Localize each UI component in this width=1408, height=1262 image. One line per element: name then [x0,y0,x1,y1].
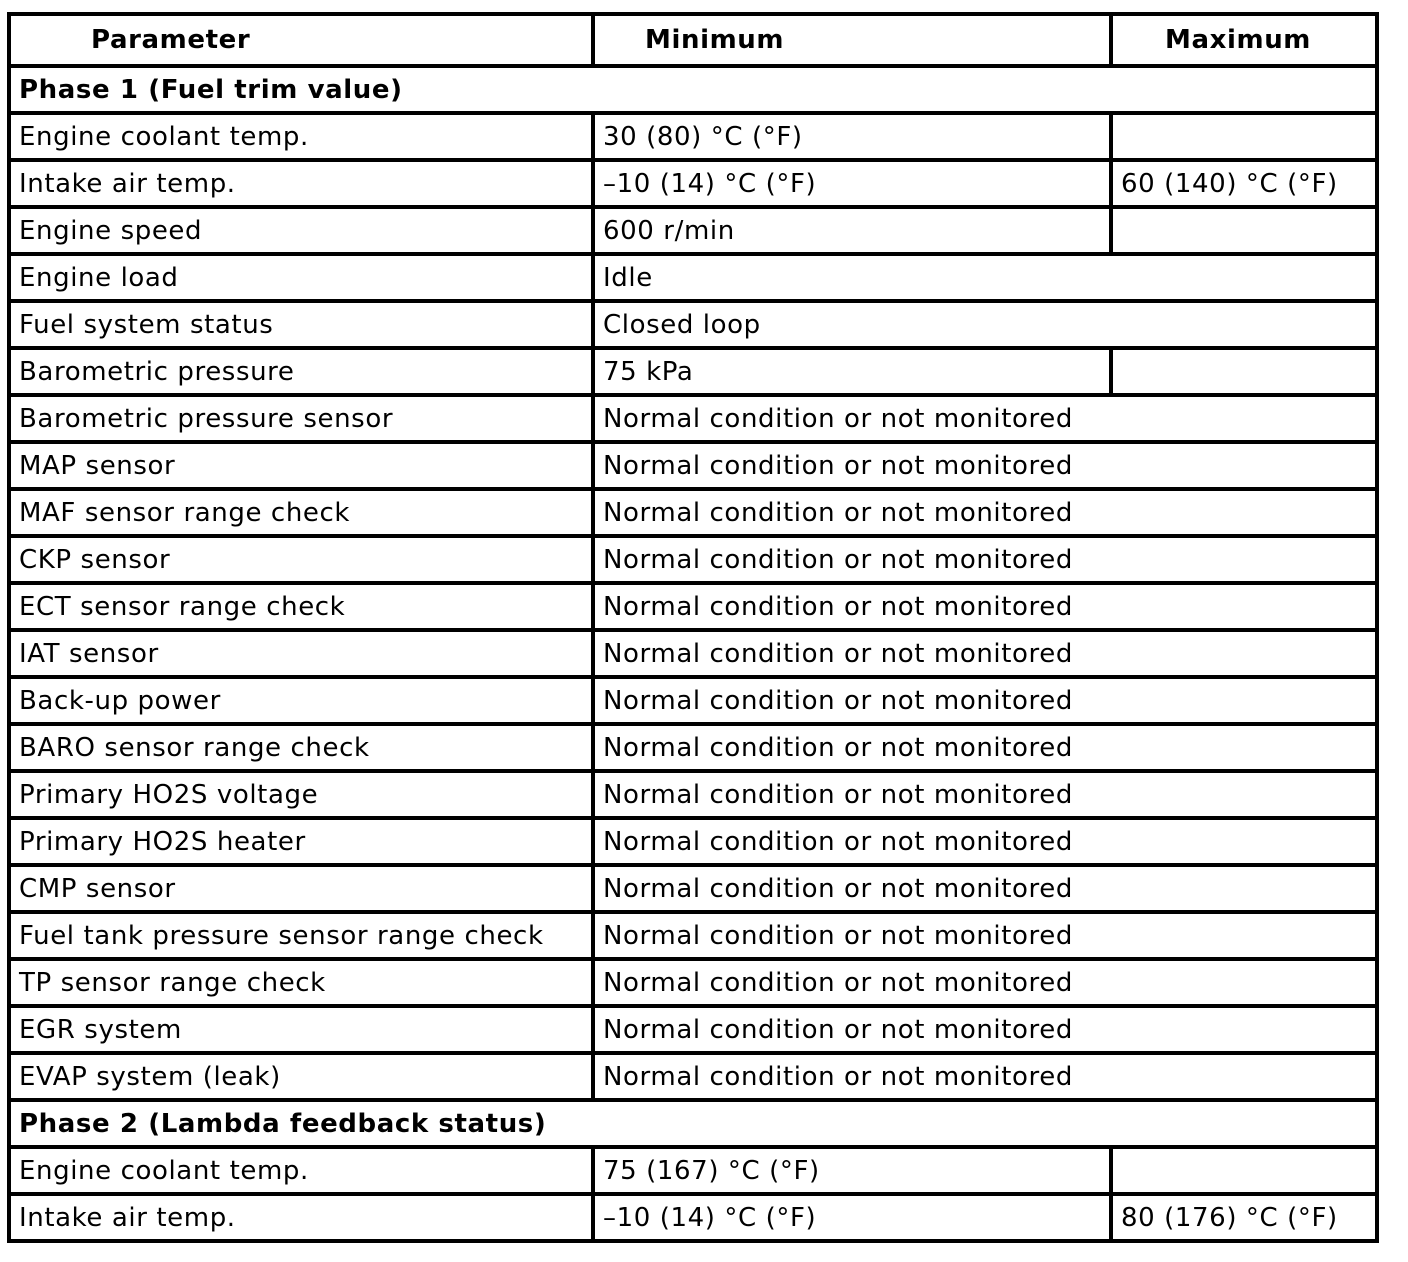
value-cell: Normal condition or not monitored [593,771,1377,818]
parameter-cell: Fuel tank pressure sensor range check [9,912,593,959]
table-row [9,865,1377,912]
value-cell: Normal condition or not monitored [593,395,1377,442]
minimum-cell: –10 (14) °C (°F) [593,160,1111,207]
table-row [9,254,1377,301]
value-cell: Normal condition or not monitored [593,630,1377,677]
phase2-header-row [9,1100,1377,1147]
maximum-cell [1111,207,1377,254]
header-maximum: Maximum [1111,14,1377,66]
phase1-title: Phase 1 (Fuel trim value) [9,66,1377,113]
table-row [9,1194,1377,1241]
table-row [9,160,1377,207]
parameter-cell: EGR system [9,1006,593,1053]
table-row [9,959,1377,1006]
value-cell: Normal condition or not monitored [593,1053,1377,1100]
header-parameter: Parameter [9,14,593,66]
value-cell: Normal condition or not monitored [593,536,1377,583]
parameter-cell: Engine coolant temp. [9,1147,593,1194]
table-row [9,771,1377,818]
table-row [9,1006,1377,1053]
minimum-cell: 75 (167) °C (°F) [593,1147,1111,1194]
minimum-cell: 75 kPa [593,348,1111,395]
table-row [9,442,1377,489]
table-row [9,583,1377,630]
phase1-header-row [9,66,1377,113]
parameter-cell: Intake air temp. [9,1194,593,1241]
parameter-cell: Fuel system status [9,301,593,348]
table-row [9,724,1377,771]
table-row [9,207,1377,254]
value-cell: Closed loop [593,301,1377,348]
value-cell: Normal condition or not monitored [593,912,1377,959]
parameter-cell: Barometric pressure sensor [9,395,593,442]
parameter-cell: BARO sensor range check [9,724,593,771]
parameter-cell: Engine coolant temp. [9,113,593,160]
parameter-cell: Back-up power [9,677,593,724]
value-cell: Idle [593,254,1377,301]
parameter-cell: IAT sensor [9,630,593,677]
value-cell: Normal condition or not monitored [593,583,1377,630]
header-row [9,14,1377,66]
table-row [9,536,1377,583]
phase2-title: Phase 2 (Lambda feedback status) [9,1100,1377,1147]
maximum-cell [1111,348,1377,395]
parameter-cell: CMP sensor [9,865,593,912]
table-row [9,630,1377,677]
parameter-cell: CKP sensor [9,536,593,583]
header-minimum: Minimum [593,14,1111,66]
table-row [9,489,1377,536]
value-cell: Normal condition or not monitored [593,442,1377,489]
parameter-cell: ECT sensor range check [9,583,593,630]
value-cell: Normal condition or not monitored [593,818,1377,865]
table-row [9,395,1377,442]
table-body [9,66,1377,1241]
value-cell: Normal condition or not monitored [593,489,1377,536]
parameter-cell: TP sensor range check [9,959,593,1006]
value-cell: Normal condition or not monitored [593,865,1377,912]
table-row [9,301,1377,348]
table-row [9,1053,1377,1100]
parameter-cell: Intake air temp. [9,160,593,207]
table-row [9,348,1377,395]
parameter-cell: EVAP system (leak) [9,1053,593,1100]
maximum-cell: 60 (140) °C (°F) [1111,160,1377,207]
maximum-cell [1111,113,1377,160]
maximum-cell: 80 (176) °C (°F) [1111,1194,1377,1241]
table-row [9,1147,1377,1194]
parameter-cell: Engine load [9,254,593,301]
parameter-cell: Barometric pressure [9,348,593,395]
value-cell: Normal condition or not monitored [593,724,1377,771]
value-cell: Normal condition or not monitored [593,1006,1377,1053]
parameter-table [7,12,1379,1243]
parameter-cell: MAP sensor [9,442,593,489]
table-row [9,818,1377,865]
value-cell: Normal condition or not monitored [593,677,1377,724]
minimum-cell: 30 (80) °C (°F) [593,113,1111,160]
minimum-cell: –10 (14) °C (°F) [593,1194,1111,1241]
table-row [9,113,1377,160]
minimum-cell: 600 r/min [593,207,1111,254]
parameter-cell: MAF sensor range check [9,489,593,536]
table-row [9,677,1377,724]
parameter-cell: Primary HO2S voltage [9,771,593,818]
value-cell: Normal condition or not monitored [593,959,1377,1006]
parameter-cell: Engine speed [9,207,593,254]
maximum-cell [1111,1147,1377,1194]
table-row [9,912,1377,959]
parameter-cell: Primary HO2S heater [9,818,593,865]
